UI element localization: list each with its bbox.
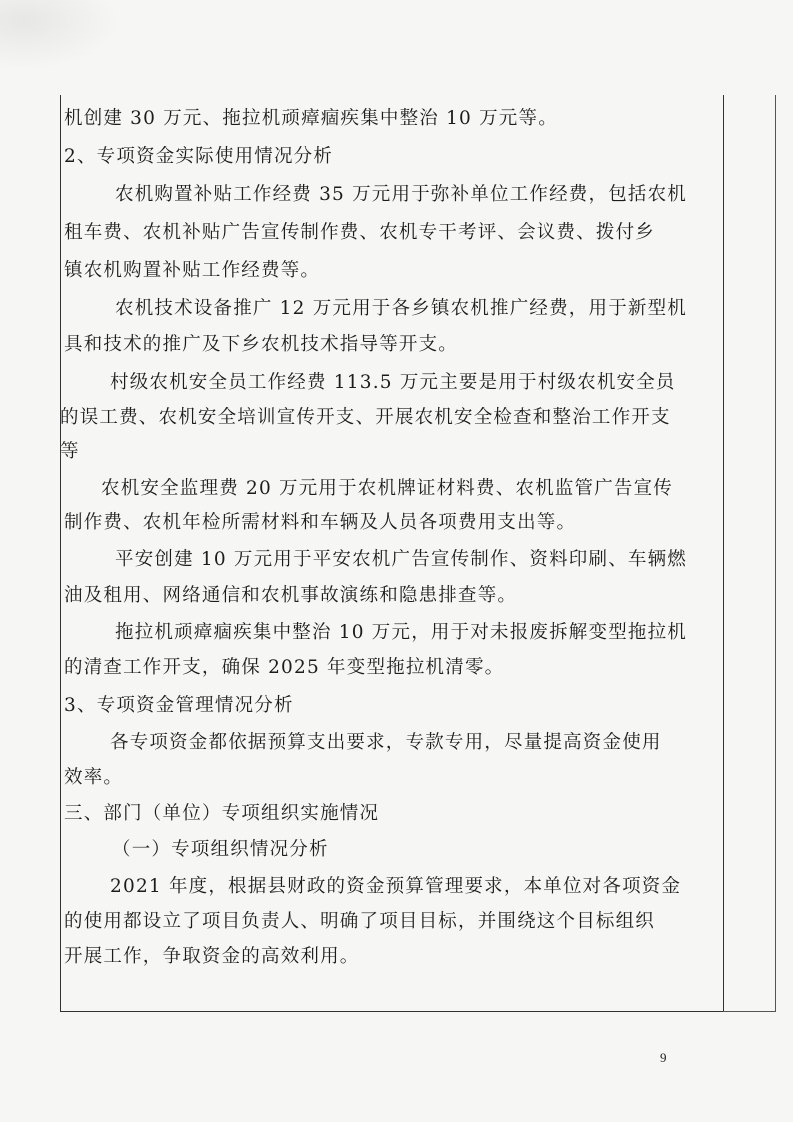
- text-line: 的使用都设立了项目负责人、明确了项目目标，并围绕这个目标组织: [64, 911, 656, 932]
- text-line: 具和技术的推广及下乡农机技术指导等开支。: [64, 334, 459, 355]
- text-line: 农机技术设备推广 12 万元用于各乡镇农机推广经费，用于新型机: [115, 298, 688, 319]
- section-heading: 三、部门（单位）专项组织实施情况: [64, 803, 380, 824]
- text-line: 农机购置补贴工作经费 35 万元用于弥补单位工作经费，包括农机: [115, 184, 688, 205]
- text-line: 开展工作，争取资金的高效利用。: [64, 946, 360, 967]
- section-heading: 3、专项资金管理情况分析: [64, 695, 294, 716]
- text-line: 等: [60, 441, 80, 462]
- text-line: 效率。: [64, 767, 124, 788]
- text-line: 2021 年度，根据县财政的资金预算管理要求，本单位对各项资金: [110, 876, 682, 897]
- text-line: 镇农机购置补贴工作经费等。: [64, 260, 321, 281]
- text-line: 的清查工作开支，确保 2025 年变型拖拉机清零。: [64, 657, 505, 678]
- page-number: 9: [660, 1050, 667, 1065]
- text-line: 机创建 30 万元、拖拉机顽瘴痼疾集中整治 10 万元等。: [64, 108, 558, 129]
- text-line: 农机安全监理费 20 万元用于农机牌证材料费、农机监管广告宣传: [101, 478, 674, 499]
- text-line: 拖拉机顽瘴痼疾集中整治 10 万元，用于对未报废拆解变型拖拉机: [115, 622, 688, 643]
- text-line: 租车费、农机补贴广告宣传制作费、农机专干考评、会议费、拨付乡: [64, 222, 656, 243]
- text-line: 的误工费、农机安全培训宣传开支、开展农机安全检查和整治工作开支: [60, 407, 671, 428]
- text-line: 油及租用、网络通信和农机事故演练和隐患排查等。: [64, 585, 518, 606]
- text-line: 制作费、农机年检所需材料和车辆及人员各项费用支出等。: [64, 512, 577, 533]
- text-line: 村级农机安全员工作经费 113.5 万元主要是用于村级农机安全员: [110, 372, 676, 393]
- text-line: 平安创建 10 万元用于平安农机广告宣传制作、资料印刷、车辆燃: [115, 549, 688, 570]
- text-line: 各专项资金都依据预算支出要求，专款专用，尽量提高资金使用: [110, 732, 662, 753]
- subsection-heading: （一）专项组织情况分析: [112, 839, 329, 860]
- section-heading: 2、专项资金实际使用情况分析: [64, 146, 334, 167]
- table-frame-right-column: [723, 95, 776, 1012]
- scan-smudge: [0, 0, 120, 70]
